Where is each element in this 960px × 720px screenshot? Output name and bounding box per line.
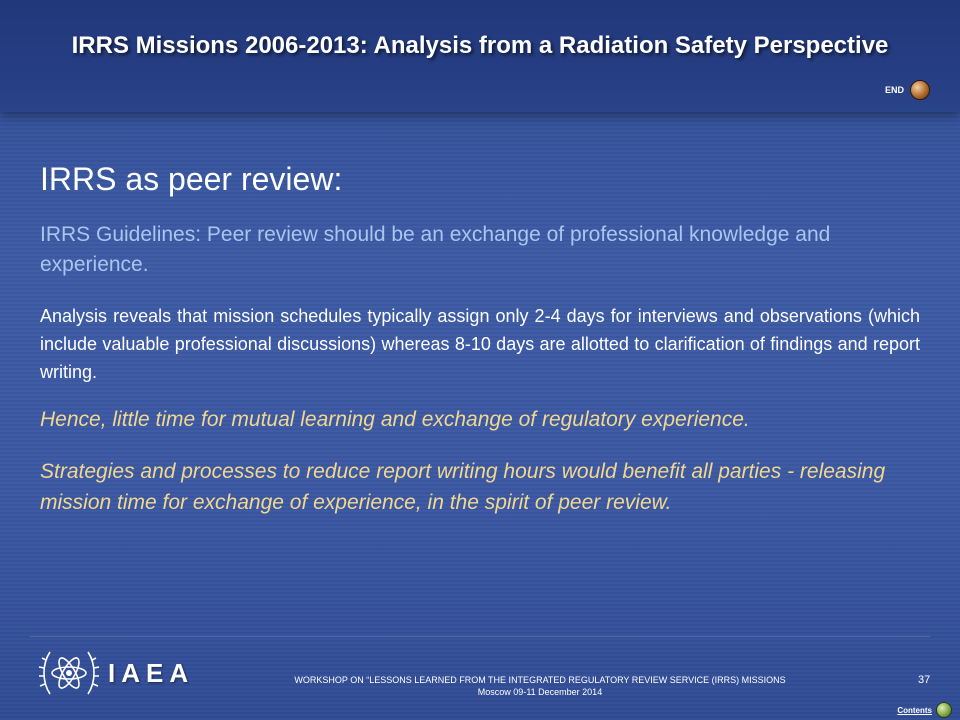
footer-divider — [30, 636, 930, 637]
iaea-logo-text: IAEA — [108, 657, 195, 688]
contents-globe-icon[interactable] — [936, 702, 952, 718]
workshop-info — [240, 674, 840, 698]
guideline-text: IRRS Guidelines: Peer review should be an exchange of professional knowledge and experience. — [40, 223, 831, 276]
slide-header — [0, 0, 960, 112]
slide-heading: IRRS as peer review: — [40, 161, 343, 197]
recommendation-text: Strategies and processes to reduce report writing hours would benefit all parties - releasing mission time for exchange of experience, in the spirit of peer review. — [40, 460, 886, 514]
contents-nav-button[interactable] — [897, 702, 952, 718]
conclusion-text: Hence, little time for mutual learning and exchange of regulatory experience. — [40, 407, 750, 431]
workshop-title: WORKSHOP ON “LESSONS LEARNED FROM THE INTEGRATED REGULATORY REVIEW SERVICE (IRRS) MISSIONS — [294, 675, 786, 685]
iaea-logo — [38, 642, 194, 704]
slide-title: IRRS Missions 2006-2013: Analysis from a Radiation Safety Perspective — [71, 32, 889, 59]
page-number: 37 — [918, 674, 931, 686]
workshop-location-date: Moscow 09-11 December 2014 — [477, 687, 603, 698]
slide-body — [40, 160, 920, 540]
end-nav-button[interactable] — [885, 80, 930, 100]
contents-label[interactable]: Contents — [897, 705, 932, 715]
home-globe-icon[interactable] — [910, 80, 930, 100]
end-label[interactable]: END — [884, 85, 904, 95]
iaea-emblem-icon — [38, 642, 100, 704]
analysis-text: Analysis reveals that mission schedules typically assign only 2-4 days for interviews and observations (which include valuable professional discussions) whereas 8-10 days are allotted to clarification of findings and report writing. — [40, 306, 920, 382]
